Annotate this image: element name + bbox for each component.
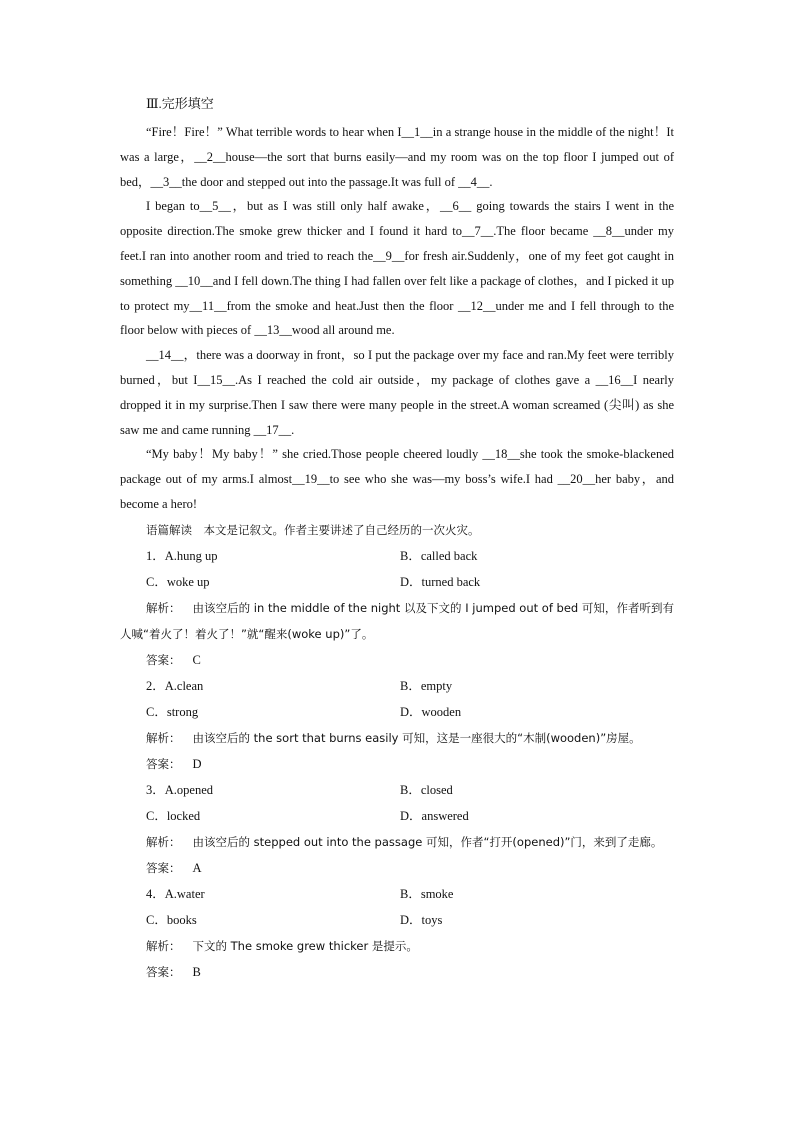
explanation: [120, 595, 674, 647]
question-4: [120, 881, 674, 985]
explanation: [120, 933, 674, 959]
explanation-text: 由该空后的 the sort that burns easily 可知，这是一座很大的“木制(wooden)”房屋。: [192, 730, 641, 745]
answer-label: 答案：: [146, 652, 181, 667]
passage-paragraph-4: “My baby！My baby！” she cried.Those people cheered loudly __18__she took the smoke-blackened package out of my arms.I almost__19__to see who she was—my boss’s wife.I had __20__her baby，and become a hero!: [120, 447, 674, 511]
explanation-text: 下文的 The smoke grew thicker 是提示。: [192, 938, 418, 953]
option-c: C．woke up: [146, 574, 210, 589]
answer-value: D: [192, 756, 202, 771]
option-a: 3．A.opened: [146, 782, 213, 797]
passage-paragraph-2: I began to__5__，but as I was still only half awake，__6__ going towards the stairs I went in the opposite direction.The smoke grew thicker and I found it hard to__7__.The floor became __8__under my feet.I ran into another room and tried to reach the__9__for fresh air.Suddenly，one of my feet got caught in something __10__and I fell down.The thing I had fallen over felt like a package of clothes，and I picked it up to protect my__11__from the smoke and heat.Just then the floor __12__under me and I fell through to the floor below with pieces of __13__wood all around me.: [120, 199, 674, 338]
question-3: [120, 777, 674, 881]
explanation: [120, 829, 674, 855]
explanation-text: 由该空后的 stepped out into the passage 可知，作者“打开(opened)”门，来到了走廊。: [192, 834, 663, 849]
option-row: [146, 777, 674, 803]
document-content: [120, 94, 674, 985]
section-title: Ⅲ.完形填空: [146, 96, 214, 111]
answer-value: C: [192, 652, 201, 667]
explanation: [120, 725, 674, 751]
answer: [146, 855, 674, 881]
explanation-text: 由该空后的 in the middle of the night 以及下文的 I jumped out of bed 可知，作者听到有人喊“着火了！着火了！”就“醒来(woke up)”了。: [120, 600, 674, 641]
passage-paragraph-3: __14__，there was a doorway in front，so I put the package over my face and ran.My feet were terribly burned，but I__15__.As I reached the cold air outside，my package of clothes gave a __16__I nearly dropped it in my surprise.Then I saw there were many people in the street.A woman screamed (尖叫) as she saw me and came running __17__.: [120, 348, 674, 437]
option-row: [146, 569, 674, 595]
option-b: B．closed: [400, 782, 453, 797]
question-2: [120, 673, 674, 777]
question-1: [120, 543, 674, 673]
option-row: [146, 673, 674, 699]
explanation-label: 解析：: [146, 600, 181, 615]
option-b: B．smoke: [400, 886, 454, 901]
answer-value: A: [192, 860, 202, 875]
option-c: C．books: [146, 912, 197, 927]
explanation-label: 解析：: [146, 834, 181, 849]
option-row: [146, 543, 674, 569]
option-b: B．empty: [400, 678, 453, 693]
option-d: D．answered: [400, 808, 469, 823]
option-row: [146, 907, 674, 933]
answer-value: B: [192, 964, 201, 979]
option-row: [146, 881, 674, 907]
option-a: 1．A.hung up: [146, 548, 218, 563]
option-a: 4．A.water: [146, 886, 205, 901]
answer: [146, 647, 674, 673]
option-row: [146, 699, 674, 725]
answer-label: 答案：: [146, 964, 181, 979]
explanation-label: 解析：: [146, 730, 181, 745]
option-d: D．turned back: [400, 574, 481, 589]
option-b: B．called back: [400, 548, 478, 563]
option-c: C．strong: [146, 704, 199, 719]
answer: [146, 959, 674, 985]
option-d: D．toys: [400, 912, 443, 927]
answer-label: 答案：: [146, 860, 181, 875]
option-a: 2．A.clean: [146, 678, 204, 693]
option-row: [146, 803, 674, 829]
passage-summary: 语篇解读 本文是记叙文。作者主要讲述了自己经历的一次火灾。: [146, 522, 480, 537]
answer-label: 答案：: [146, 756, 181, 771]
explanation-label: 解析：: [146, 938, 181, 953]
option-d: D．wooden: [400, 704, 462, 719]
option-c: C．locked: [146, 808, 201, 823]
passage-paragraph-1: “Fire！Fire！” What terrible words to hear when I__1__in a strange house in the middle of the night！It was a large，__2__house—the sort that burns easily—and my room was on the top floor I jumped out of bed，__3__the door and stepped out into the passage.It was full of __4__.: [120, 125, 674, 189]
answer: [146, 751, 674, 777]
